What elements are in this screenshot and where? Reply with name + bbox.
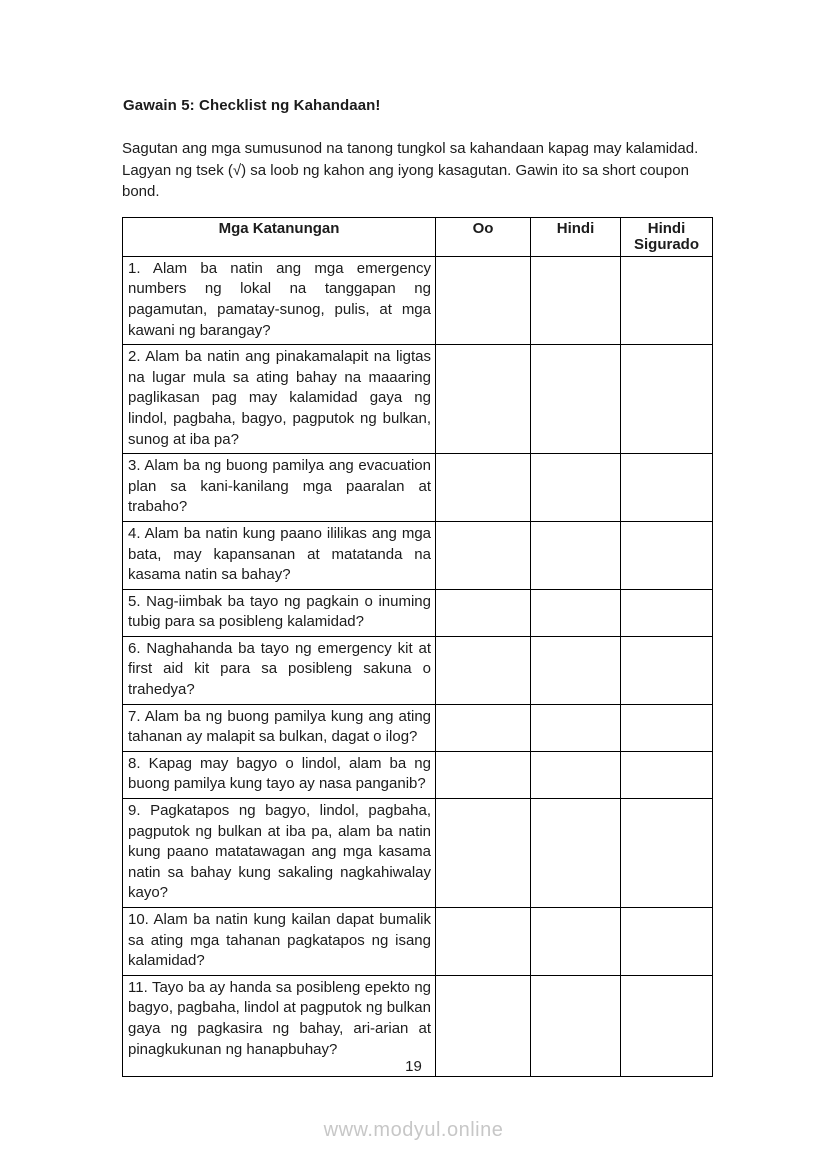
answer-cell-hindi[interactable] — [531, 256, 621, 344]
answer-cell-oo[interactable] — [436, 589, 531, 636]
table-row — [123, 704, 713, 751]
table-row — [123, 799, 713, 908]
answer-cell-hindi-sigurado[interactable] — [621, 345, 713, 454]
instructions-paragraph: Sagutan ang mga sumusunod na tanong tungkol sa kahandaan kapag may kalamidad. Lagyan ng tsek (√) sa loob ng kahon ang iyong kasagutan. Gawin ito sa short coupon bond. — [122, 140, 699, 201]
answer-cell-hindi[interactable] — [531, 636, 621, 704]
table-row — [123, 751, 713, 798]
answer-cell-oo[interactable] — [436, 256, 531, 344]
answer-cell-oo[interactable] — [436, 751, 531, 798]
question-cell: 9. Pagkatapos ng bagyo, lindol, pagbaha, pagputok ng bulkan at iba pa, alam ba natin kung paano matatawagan ang mga kasama natin sa bahay kung sakaling nagkahiwalay kayo? — [123, 799, 436, 908]
answer-cell-hindi-sigurado[interactable] — [621, 908, 713, 976]
watermark: www.modyul.online — [323, 1119, 504, 1141]
answer-cell-hindi[interactable] — [531, 589, 621, 636]
question-cell: 5. Nag-iimbak ba tayo ng pagkain o inuming tubig para sa posibleng kalamidad? — [123, 589, 436, 636]
column-header-hindi-sigurado: Hindi Sigurado — [621, 217, 713, 256]
question-cell: 6. Naghahanda ba tayo ng emergency kit at first aid kit para sa posibleng sakuna o trahedya? — [123, 636, 436, 704]
activity-title: Gawain 5: Checklist ng Kahandaan! — [123, 97, 381, 114]
column-header-oo: Oo — [436, 217, 531, 256]
answer-cell-hindi[interactable] — [531, 704, 621, 751]
question-cell: 8. Kapag may bagyo o lindol, alam ba ng buong pamilya kung tayo ay nasa panganib? — [123, 751, 436, 798]
table-row — [123, 345, 713, 454]
answer-cell-hindi[interactable] — [531, 345, 621, 454]
answer-cell-hindi-sigurado[interactable] — [621, 256, 713, 344]
answer-cell-oo[interactable] — [436, 704, 531, 751]
table-row — [123, 454, 713, 522]
table-row — [123, 636, 713, 704]
question-cell: 2. Alam ba natin ang pinakamalapit na ligtas na lugar mula sa ating bahay na maaaring paglikasan pag may kalamidad gaya ng lindol, pagbaha, bagyo, pagputok ng bulkan, sunog at iba pa? — [123, 345, 436, 454]
answer-cell-hindi[interactable] — [531, 908, 621, 976]
answer-cell-hindi-sigurado[interactable] — [621, 521, 713, 589]
question-cell: 7. Alam ba ng buong pamilya kung ang ating tahanan ay malapit sa bulkan, dagat o ilog? — [123, 704, 436, 751]
answer-cell-oo[interactable] — [436, 454, 531, 522]
answer-cell-hindi-sigurado[interactable] — [621, 751, 713, 798]
question-cell: 10. Alam ba natin kung kailan dapat bumalik sa ating mga tahanan pagkatapos ng isang kalamidad? — [123, 908, 436, 976]
answer-cell-hindi[interactable] — [531, 521, 621, 589]
question-cell: 1. Alam ba natin ang mga emergency numbers ng lokal na tanggapan ng pagamutan, pamatay-sunog, pulis, at mga kawani ng barangay? — [123, 256, 436, 344]
answer-cell-oo[interactable] — [436, 521, 531, 589]
answer-cell-hindi[interactable] — [531, 799, 621, 908]
question-cell: 3. Alam ba ng buong pamilya ang evacuation plan sa kani-kanilang mga paaralan at trabaho? — [123, 454, 436, 522]
answer-cell-hindi-sigurado[interactable] — [621, 589, 713, 636]
table-row — [123, 256, 713, 344]
table-row — [123, 908, 713, 976]
page-number: 19 — [405, 1058, 422, 1075]
answer-cell-hindi-sigurado[interactable] — [621, 799, 713, 908]
checklist-table — [122, 217, 713, 1077]
column-header-hindi: Hindi — [531, 217, 621, 256]
page-content — [122, 97, 712, 1077]
answer-cell-oo[interactable] — [436, 799, 531, 908]
answer-cell-hindi-sigurado[interactable] — [621, 636, 713, 704]
question-cell: 11. Tayo ba ay handa sa posibleng epekto ng bagyo, pagbaha, lindol at pagputok ng bulkan gaya ng pagkasira ng bahay, ari-arian at pinagkukunan ng hanapbuhay? — [123, 975, 436, 1076]
answer-cell-oo[interactable] — [436, 345, 531, 454]
answer-cell-oo[interactable] — [436, 636, 531, 704]
table-row — [123, 589, 713, 636]
table-row — [123, 521, 713, 589]
answer-cell-oo[interactable] — [436, 908, 531, 976]
answer-cell-hindi-sigurado[interactable] — [621, 704, 713, 751]
column-header-questions: Mga Katanungan — [123, 217, 436, 256]
answer-cell-hindi[interactable] — [531, 454, 621, 522]
answer-cell-hindi[interactable] — [531, 751, 621, 798]
question-cell: 4. Alam ba natin kung paano ililikas ang mga bata, may kapansanan at matatanda na kasama natin sa bahay? — [123, 521, 436, 589]
header-row — [123, 217, 713, 256]
answer-cell-hindi-sigurado[interactable] — [621, 454, 713, 522]
